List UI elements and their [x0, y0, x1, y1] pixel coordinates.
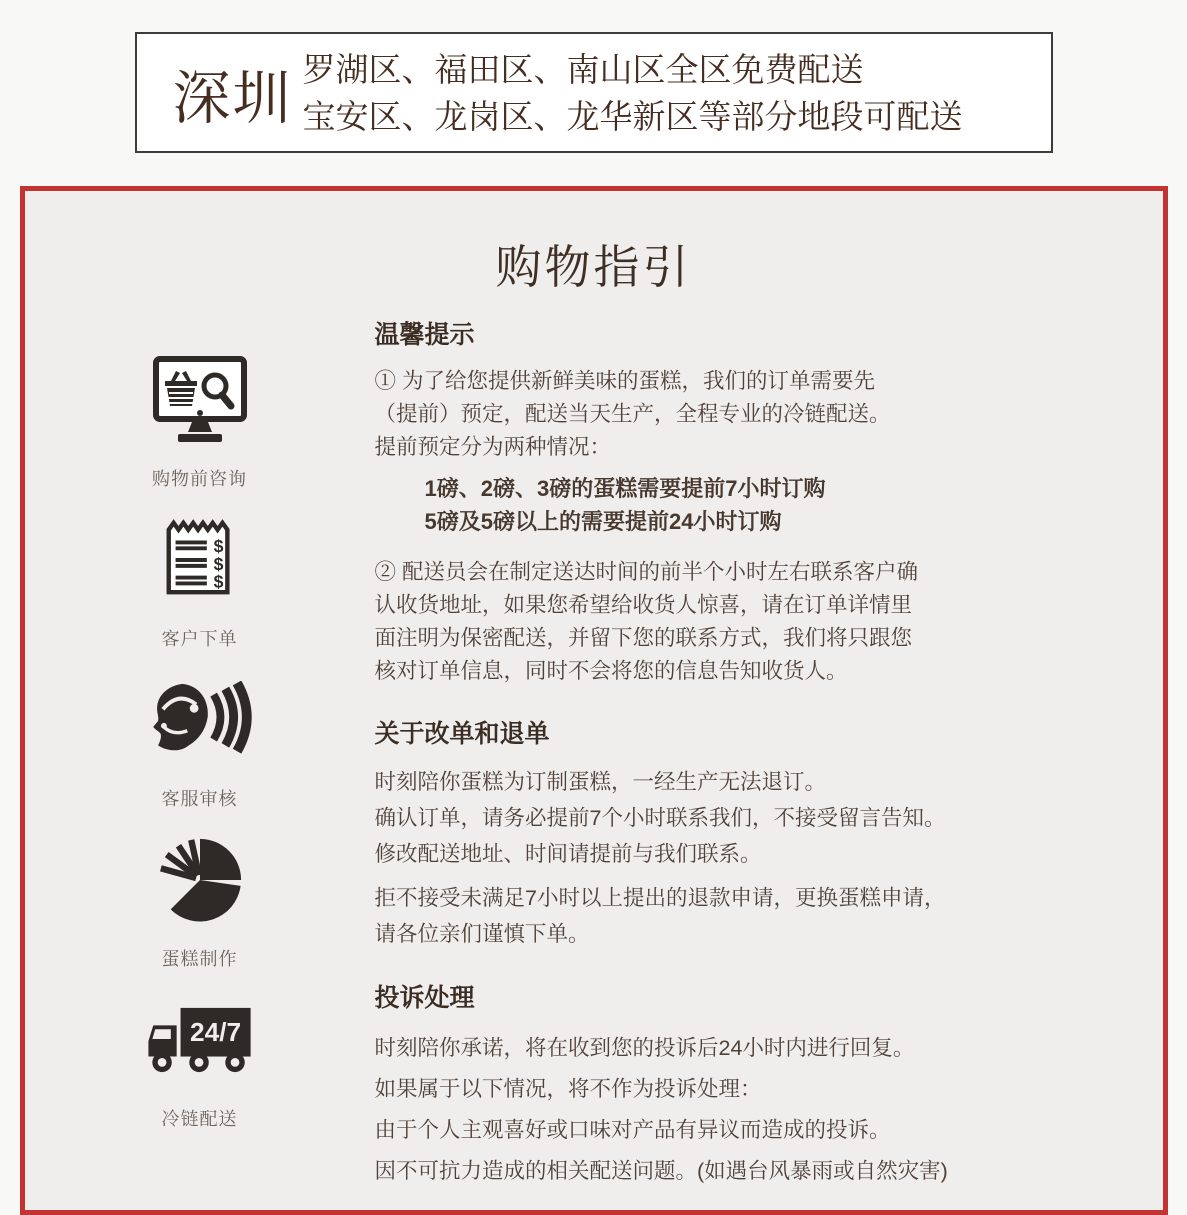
text-line: 由于个人主观喜好或口味对产品有异议而造成的投诉。 [374, 1118, 891, 1142]
delivery-truck-icon [145, 997, 255, 1083]
order-change-section [375, 714, 1023, 952]
delivery-banner [135, 32, 1053, 153]
headset-support-icon [148, 677, 252, 763]
dollar-glyph: $ [213, 536, 223, 557]
order-receipt-icon [162, 517, 238, 603]
banner-free-delivery-line: 罗湖区、福田区、南山区全区免费配送 [302, 50, 864, 88]
process-steps [25, 315, 375, 1192]
text-line: 面注明为保密配送，并留下您的联系方式，我们将只跟您 [374, 626, 913, 650]
step-label: 客服审核 [161, 789, 238, 809]
text-line: 因不可抗力造成的相关配送问题。(如遇台风暴雨或自然灾害) [374, 1159, 948, 1183]
guide-body [25, 315, 1163, 1192]
step-cake-making [155, 837, 245, 971]
section-heading: 温馨提示 [374, 321, 475, 349]
step-service-review [148, 677, 252, 811]
dollar-glyph: $ [213, 553, 223, 574]
text-line: 确认订单，请务必提前7个小时联系我们，不接受留言告知。 [374, 806, 946, 830]
truck-badge-text: 24/7 [189, 1016, 241, 1047]
banner-partial-delivery-line: 宝安区、龙岗区、龙华新区等部分地段可配送 [302, 97, 963, 135]
banner-city: 深圳 [172, 65, 293, 131]
text-line: 拒不接受未满足7小时以上提出的退款申请，更换蛋糕申请， [374, 886, 946, 910]
step-label: 购物前咨询 [152, 469, 247, 489]
shopping-guide-panel [20, 186, 1168, 1215]
step-label: 客户下单 [161, 629, 238, 649]
step-cold-chain-delivery [145, 997, 255, 1131]
text-line: 时刻陪你蛋糕为订制蛋糕，一经生产无法退订。 [374, 770, 827, 794]
complaint-section [375, 978, 1023, 1192]
step-label: 蛋糕制作 [161, 949, 238, 969]
text-line: ① 为了给您提供新鲜美味的蛋糕，我们的订单需要先 [374, 369, 875, 393]
step-customer-order [162, 517, 238, 651]
section-heading: 投诉处理 [374, 984, 475, 1012]
lead-time-rule-large: 5磅及5磅以上的需要提前24小时订购 [424, 509, 782, 534]
text-line: （提前）预定，配送当天生产，全程专业的冷链配送。 [374, 402, 891, 426]
text-line: 请各位亲们谨慎下单。 [374, 922, 590, 946]
dollar-glyph: $ [213, 571, 223, 592]
text-line: 核对订单信息，同时不会将您的信息告知收货人。 [374, 659, 848, 683]
section-heading: 关于改单和退单 [374, 720, 550, 748]
cake-pie-icon [155, 837, 245, 923]
text-line: 提前预定分为两种情况： [374, 435, 612, 459]
step-pre-purchase-consult [152, 357, 248, 491]
text-line: 时刻陪你承诺，将在收到您的投诉后24小时内进行回复。 [374, 1036, 915, 1060]
banner-delivery-areas [303, 46, 963, 140]
text-line: 认收货地址，如果您希望给收货人惊喜，请在订单详情里 [374, 593, 913, 617]
guide-content [375, 315, 1163, 1192]
text-line: ② 配送员会在制定送达时间的前半个小时左右联系客户确 [374, 560, 918, 584]
monitor-search-icon [152, 357, 248, 443]
text-line: 如果属于以下情况，将不作为投诉处理： [374, 1077, 762, 1101]
text-line: 修改配送地址、时间请提前与我们联系。 [374, 842, 762, 866]
page-title: 购物指引 [495, 241, 692, 293]
step-label: 冷链配送 [161, 1109, 238, 1129]
lead-time-rule-small: 1磅、2磅、3磅的蛋糕需要提前7小时订购 [424, 476, 826, 501]
notice-section [375, 315, 1023, 688]
